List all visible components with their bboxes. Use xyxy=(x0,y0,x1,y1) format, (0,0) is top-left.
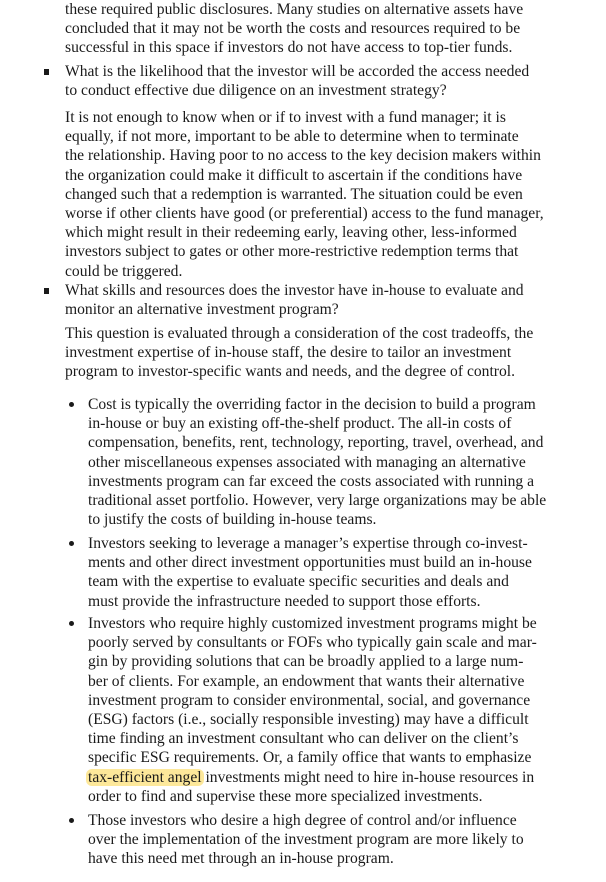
question-skills-resources: What skills and resources does the investor have in-house to evaluate and monitor an alternative investment program? xyxy=(65,281,565,319)
round-bullet-icon xyxy=(69,402,74,407)
intro-paragraph: these required public disclosures. Many studies on alternative assets have concluded that it may not be worth the costs and resources required to be successful in this space if investors do not have access to top-tier funds. xyxy=(65,1,524,57)
sub-bullet-customized-programs: Investors who require highly customized investment programs might be poorly served by consultants or FOFs who typically gain scale and mar- gin by providing solutions that can be broadly applied to a large num- ber of clients. For example, an endowment that wants their alternative investment program to consider environmental, social, and governance (ESG) factors (i.e., socially responsible investing) may have a difficult time finding an investment consultant who can deliver on the client’s specific ESG requirements. Or, a family office that wants to emphasize tax-efficient angel investments might need to hire in-house resources in order to find and supervise these more specialized investments. xyxy=(88,614,566,806)
answer-access-paragraph: It is not enough to know when or if to invest with a fund manager; it is equally, if not more, important to be able to determine when to terminate the relationship. Having poor to no access to the key decision makers within the organization could make it difficult to ascertain if the conditions have changed such that a redemption is warranted. The situation could be even worse if other clients have good (or preferential) access to the fund manager, which might result in their redeeming early, leaving other, less-informed investors subject to gates or other more-restrictive redemption terms that could be triggered. xyxy=(65,109,544,280)
square-bullet-icon xyxy=(44,69,49,75)
round-bullet-icon xyxy=(69,541,74,546)
sub-bullet-control: Those investors who desire a high degree of control and/or influence over the implementation of the investment program are more likely to have this need met through an in-house program. xyxy=(88,811,566,869)
sub-bullet-co-investments: Investors seeking to leverage a manager’s expertise through co-invest- ments and other direct investment opportunities must build an in-house team with the expertise to evaluate specific securities and deals and must provide the infrastructure needed to support those efforts. xyxy=(88,534,566,611)
square-bullet-icon xyxy=(44,288,49,294)
question-access-due-diligence: What is the likelihood that the investor will be accorded the access needed to conduct effective due diligence on an investment strategy? xyxy=(65,62,565,100)
round-bullet-icon xyxy=(69,818,74,823)
sub-bullet-cost: Cost is typically the overriding factor in the decision to build a program in-house or buy an existing off-the-shelf product. The all-in costs of compensation, benefits, rent, technology, reporting, travel, overhead, and other miscellaneous expenses associated with managing an alternative investments program can far exceed the costs associated with running a traditional asset portfolio. However, very large organizations may be able to justify the costs of building in-house teams. xyxy=(88,395,566,529)
highlighted-text[interactable]: tax-efficient angel xyxy=(88,768,202,786)
round-bullet-icon xyxy=(69,621,74,626)
answer-skills-paragraph: This question is evaluated through a consideration of the cost tradeoffs, the investment expertise of in-house staff, the desire to tailor an investment program to investor-specific wants and needs, and the degree of control. xyxy=(65,325,534,381)
